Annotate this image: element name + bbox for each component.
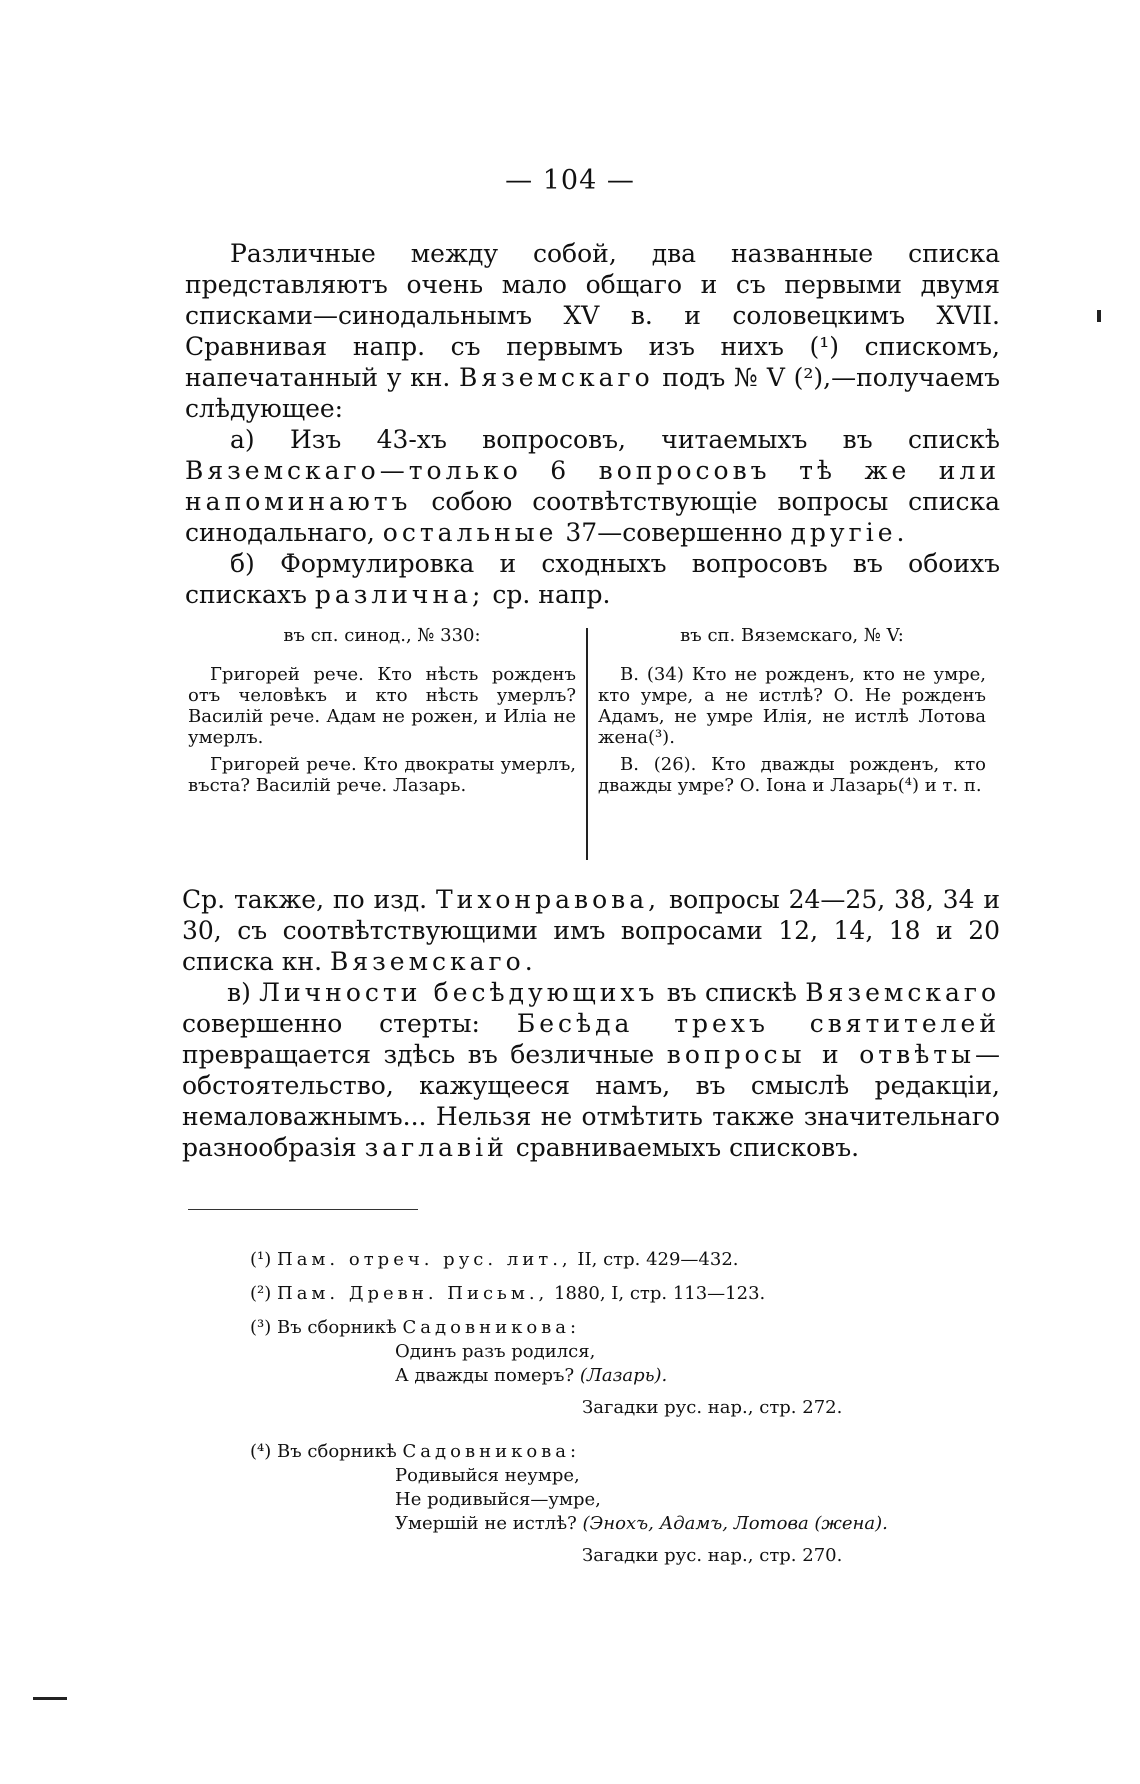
point-c-text5: сравниваемыхъ списковъ. (515, 1133, 860, 1162)
point-b-text: б) Формулировка и сходныхъ вопросовъ въ обоихъ спискахъ (185, 549, 1000, 609)
point-a-emph: Вяземскаго—только 6 вопросовъ тѣ же или напоминаютъ (185, 456, 1000, 516)
footnote-3-source (582, 1396, 842, 1419)
point-c-emph1: Личности бесѣдующихъ (259, 978, 659, 1007)
point-c-text2: совершенно стерты: (182, 1009, 480, 1038)
point-a (185, 424, 1000, 548)
point-a-text2: собою соотвѣтствующіе вопросы списка синодальнаго, (185, 487, 1000, 547)
footnote-4-mark: (⁴) (250, 1441, 272, 1462)
point-c-text4: —обстоятельство, кажущееся намъ, въ смыслѣ редакціи, немаловажнымъ... Нельзя не отмѣтить также значительнаго разнообразія (182, 1040, 1001, 1162)
comparison-columns (188, 625, 998, 863)
point-a-text3: 37—совершенно (565, 518, 783, 547)
name-tikhonravov: Тихонравова, (436, 885, 661, 914)
footnote-1-mark: (¹) (250, 1249, 272, 1270)
left-column-heading: въ сп. синод., № 330: (283, 625, 481, 646)
footnote-3-mark: (³) (250, 1317, 272, 1338)
point-b-emph: различна; (314, 580, 485, 609)
footnote-4-name: Садовникова: (402, 1441, 581, 1462)
point-c-emph2: Вяземскаго (805, 978, 1000, 1007)
footnote-3-line2 (395, 1364, 667, 1387)
footnote-4-answer: (Энохъ, Адамъ, Лотова (жена). (582, 1513, 888, 1534)
intro-text: Различные между собой, два названные списка представляютъ очень мало общаго и съ первыми двумя списками—синодальнымъ XV в. и соловецкимъ XVII. Сравнивая напр. съ первымъ изъ нихъ (¹) спискомъ, напечатанный у кн. (185, 239, 1000, 392)
column-divider (586, 628, 588, 860)
footnote-4-line2: Не родивыйся—умре, (395, 1489, 601, 1510)
main-text-lower (182, 884, 1000, 1163)
point-c-label: в) (227, 978, 251, 1007)
page-number: — 104 — (505, 165, 635, 196)
right-column (598, 625, 986, 802)
point-a-text: а) Изъ 43-хъ вопросовъ, читаемыхъ въ спискѣ (230, 425, 1000, 454)
footnote-4-source-title: Загадки рус. нар., (582, 1545, 754, 1566)
point-a-emph2: остальные (382, 518, 558, 547)
footnote-3-answer: (Лазарь). (579, 1365, 668, 1386)
paragraph-compare (182, 884, 1000, 977)
footnote-2-mark: (²) (250, 1283, 272, 1304)
point-c (182, 977, 1000, 1163)
point-c-emph3: Бесѣда трехъ святителей (516, 1009, 1000, 1038)
point-b (185, 548, 1000, 610)
footnote-4-line1: Родивыйся неумре, (395, 1465, 580, 1486)
right-column-p2: В. (26). Кто дважды рожденъ, кто дважды умре? О. Іона и Лазарь(⁴) и т. п. (598, 754, 986, 796)
footnote-1-rest: II, стр. 429—432. (577, 1249, 739, 1270)
footnote-rule (188, 1209, 418, 1210)
right-column-p1: В. (34) Кто не рожденъ, кто не умре, кто умре, а не истлѣ? О. Не рожденъ Адамъ, не умре Илія, не истлѣ Лотова жена(³). (598, 664, 986, 748)
name-vyazemsky: Вяземскаго (458, 363, 654, 392)
name-vyazemsky-2: Вяземскаго. (330, 947, 537, 976)
point-b-text2: ср. напр. (492, 580, 611, 609)
footnote-4-line3-text: Умершій не истлѣ? (395, 1513, 577, 1534)
compare-text2: вопросы 24—25, 38, 34 и 30, съ соотвѣтствующими имъ вопросами 12, 14, 18 и 20 списка кн. (182, 885, 1000, 976)
footnote-2-rest: 1880, I, стр. 113—123. (554, 1283, 766, 1304)
margin-mark-left (33, 1697, 67, 1700)
point-a-emph3: другіе. (790, 518, 909, 547)
right-column-heading: въ сп. Вяземскаго, № V: (680, 625, 904, 646)
point-c-emph4: вопросы и отвѣты (666, 1040, 976, 1069)
footnote-3-line1: Одинъ разъ родился, (395, 1341, 596, 1362)
footnote-4-source (582, 1544, 842, 1567)
compare-text: Ср. также, по изд. (182, 885, 428, 914)
left-column-p2: Григорей рече. Кто двократы умерлъ, въста? Василій рече. Лазарь. (188, 754, 576, 796)
point-c-text1: въ спискѣ (666, 978, 797, 1007)
footnote-4-source-rest: стр. 270. (759, 1545, 843, 1566)
footnote-4-line3 (395, 1512, 888, 1535)
main-text-upper (185, 238, 1000, 610)
footnote-3-name: Садовникова: (402, 1317, 581, 1338)
intro-text-end: подъ № V (²),—получаемъ слѣдующее: (185, 363, 1000, 423)
footnote-4 (250, 1440, 580, 1463)
paragraph-intro (185, 238, 1000, 424)
footnote-3 (250, 1316, 580, 1339)
footnote-3-source-title: Загадки рус. нар., (582, 1397, 754, 1418)
footnote-4-lead: Въ сборникѣ (277, 1441, 397, 1462)
margin-mark-right (1097, 310, 1101, 322)
footnote-3-lead: Въ сборникѣ (277, 1317, 397, 1338)
footnote-2 (250, 1282, 765, 1305)
left-column-p1: Григорей рече. Кто нѣсть рожденъ отъ человѣкъ и кто нѣсть умерлъ? Василій рече. Адам не рожен, и Иліа не умерлъ. (188, 664, 576, 748)
point-c-text3: превращается здѣсь въ безличные (182, 1040, 655, 1069)
footnote-1-title: Пам. отреч. рус. лит., (277, 1249, 572, 1270)
footnote-2-title: Пам. Древн. Письм., (277, 1283, 549, 1304)
point-c-emph5: заглавій (364, 1133, 508, 1162)
footnote-1 (250, 1248, 739, 1271)
footnote-3-line2-text: А дважды померъ? (395, 1365, 575, 1386)
footnote-3-source-rest: стр. 272. (759, 1397, 843, 1418)
left-column (188, 625, 576, 802)
